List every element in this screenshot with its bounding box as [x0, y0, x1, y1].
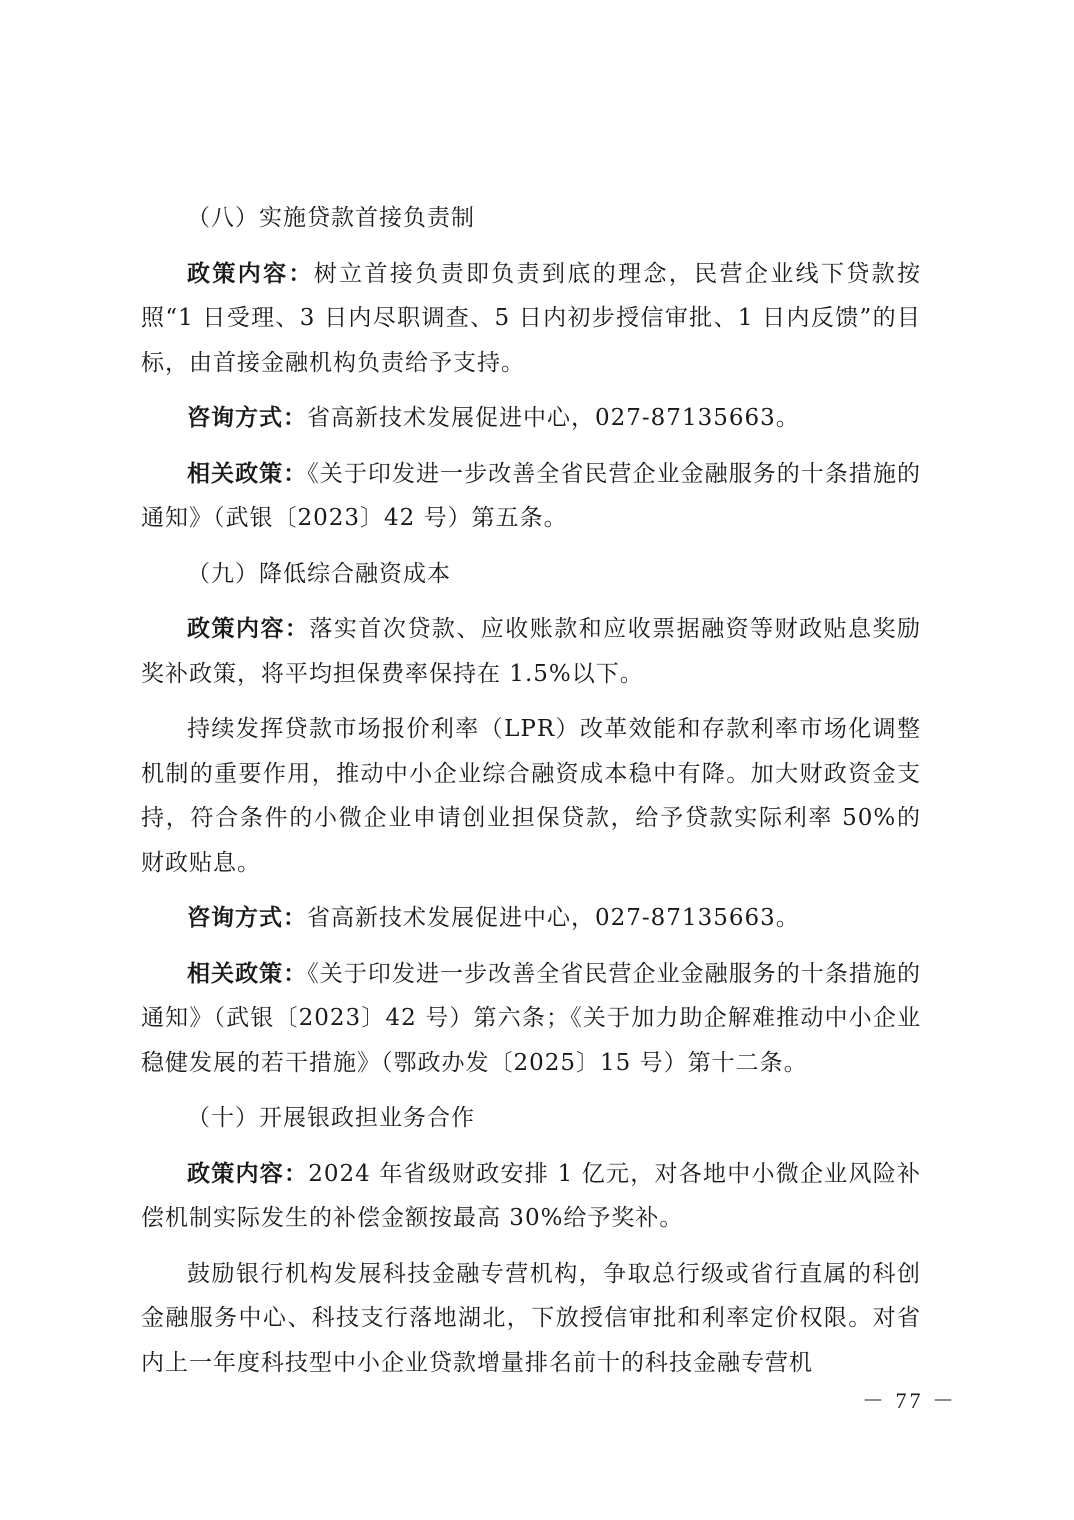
page-number: － 77 －: [862, 1388, 958, 1413]
policy-content: [141, 607, 921, 696]
consult-text: 省高新技术发展促进中心，027-87135663。: [307, 905, 800, 931]
consult-info: [141, 396, 921, 441]
section-heading: （八）实施贷款首接负责制: [187, 205, 475, 231]
related-label: 相关政策：: [187, 960, 308, 987]
related-label: 相关政策：: [187, 460, 308, 487]
section-heading: （十）开展银政担业务合作: [187, 1105, 475, 1131]
policy-content: [141, 1152, 921, 1241]
consult-info: [141, 896, 921, 941]
policy-text: 2024 年省级财政安排 1 亿元，对各地中小微企业风险补偿机制实际发生的补偿金额按最高 30%给予奖补。: [141, 1160, 921, 1231]
related-policy: [141, 952, 921, 1086]
consult-label: 咨询方式：: [187, 405, 307, 431]
related-text: 《关于印发进一步改善全省民营企业金融服务的十条措施的通知》（武银〔2023〕42 号）第六条；《关于加力助企解难推动中小企业稳健发展的若干措施》（鄂政办发〔2025〕15 号）第十二条。: [141, 960, 922, 1076]
policy-label: 政策内容：: [187, 616, 310, 642]
consult-text: 省高新技术发展促进中心，027-87135663。: [307, 405, 800, 431]
policy-text: 树立首接负责即负责到底的理念，民营企业线下贷款按照“1 日受理、3 日内尽职调查、5 日内初步授信审批、1 日内反馈”的目标，由首接金融机构负责给予支持。: [141, 260, 922, 376]
policy-label: 政策内容：: [187, 260, 314, 287]
related-policy: [141, 452, 921, 541]
related-text: 《关于印发进一步改善全省民营企业金融服务的十条措施的通知》（武银〔2023〕42 号）第五条。: [141, 460, 922, 531]
policy-label: 政策内容：: [187, 1160, 309, 1187]
section-heading: （九）降低综合融资成本: [187, 560, 451, 587]
policy-extra-text: 鼓励银行机构发展科技金融专营机构，争取总行级或省行直属的科创金融服务中心、科技支行落地湖北，下放授信审批和利率定价权限。对省内上一年度科技型中小企业贷款增量排名前十的科技金融专营机: [141, 1260, 921, 1376]
policy-content: [141, 252, 921, 386]
consult-label: 咨询方式：: [187, 905, 307, 931]
document-body: [141, 196, 921, 1396]
policy-extra-text: 持续发挥贷款市场报价利率（LPR）改革效能和存款利率市场化调整机制的重要作用，推动中小企业综合融资成本稳中有降。加大财政资金支持，符合条件的小微企业申请创业担保贷款，给予贷款实际利率 50%的财政贴息。: [141, 716, 921, 876]
policy-text: 落实首次贷款、应收账款和应收票据融资等财政贴息奖励奖补政策，将平均担保费率保持在 1.5%以下。: [141, 616, 922, 687]
